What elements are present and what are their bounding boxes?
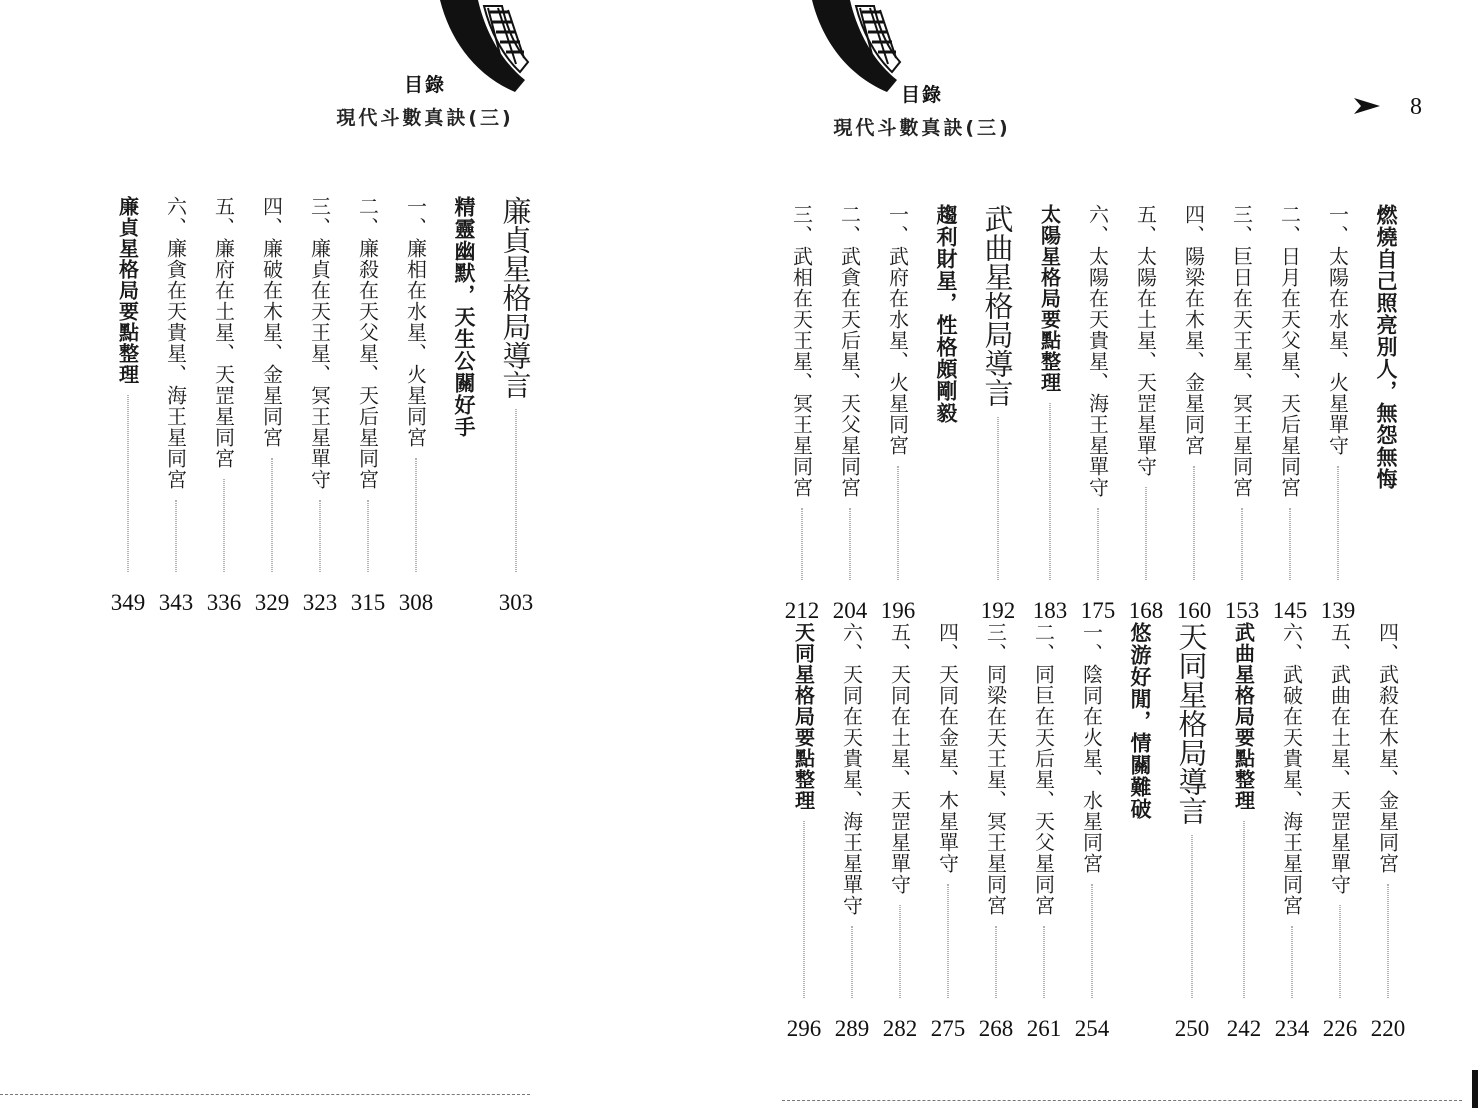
dot-leader [1338, 466, 1339, 580]
right-page [742, 0, 1484, 1108]
dot-leader [368, 500, 369, 572]
toc-entry-item [778, 204, 826, 624]
toc-page-number: 329 [254, 590, 290, 615]
dot-leader [1092, 884, 1093, 998]
toc-entry-title: 二、日月在天父星、天后星同宮 [1277, 204, 1302, 498]
page-number: 8 [1410, 94, 1422, 120]
toc-entry-section [1362, 204, 1410, 624]
toc-entry-item [1266, 204, 1314, 624]
toc-page-number: 250 [1174, 1016, 1210, 1041]
header-label: 目錄 [403, 74, 446, 96]
toc-page-number: 204 [832, 598, 868, 623]
toc-entry-item [200, 196, 248, 616]
toc-entry-title: 六、天同在天貴星、海王星單守 [839, 622, 864, 916]
dot-leader [176, 500, 177, 572]
toc-entry-item [1068, 622, 1116, 1042]
toc-entry-item [874, 204, 922, 624]
toc-entry-item [1074, 204, 1122, 624]
toc-page-number: 192 [980, 598, 1016, 623]
toc-entry-title: 六、太陽在天貴星、海王星單守 [1085, 204, 1110, 498]
toc-entry-section [922, 204, 970, 624]
dot-leader [1194, 466, 1195, 580]
toc-entry-title: 武曲星格局要點整理 [1231, 622, 1256, 811]
toc-page-number: 183 [1032, 598, 1068, 623]
header-title: 現代斗數真訣(三) [833, 117, 1011, 139]
toc-page-number: 139 [1320, 598, 1356, 623]
toc-entry-item [152, 196, 200, 616]
toc-entry-title: 二、廉殺在天父星、天后星同宮 [355, 196, 380, 490]
toc-page-number: 261 [1026, 1016, 1062, 1041]
toc-entry-summary [780, 622, 828, 1042]
toc-entry-item [296, 196, 344, 616]
toc-entry-title: 武曲星格局導言 [980, 204, 1015, 407]
toc-page-number: 168 [1128, 598, 1164, 623]
toc-entry-item [1218, 204, 1266, 624]
dot-leader [1244, 821, 1245, 998]
dot-leader [1146, 487, 1147, 580]
arrow-right-icon [1354, 98, 1380, 114]
toc-page-number: 220 [1370, 1016, 1406, 1041]
toc-entry-title: 五、天同在土星、天罡星單守 [887, 622, 912, 895]
toc-page-number: 315 [350, 590, 386, 615]
dot-leader [272, 458, 273, 572]
toc-entry-chapter [488, 196, 544, 616]
dot-leader [996, 926, 997, 998]
toc-page-number: 289 [834, 1016, 870, 1041]
toc-page-number: 282 [882, 1016, 918, 1041]
toc-entry-item [344, 196, 392, 616]
dot-leader [1292, 926, 1293, 998]
toc-page-number: 145 [1272, 598, 1308, 623]
dot-leader [1098, 508, 1099, 580]
toc-entry-title: 廉貞星格局導言 [498, 196, 533, 399]
toc-entry-title: 天同星格局要點整理 [791, 622, 816, 811]
toc-page-number: 343 [158, 590, 194, 615]
toc-column-left [104, 196, 544, 616]
toc-entry-title: 四、武殺在木星、金星同宮 [1375, 622, 1400, 874]
toc-entry-item [972, 622, 1020, 1042]
toc-entry-summary [1026, 204, 1074, 624]
scan-line [0, 1094, 530, 1095]
header-title: 現代斗數真訣(三) [336, 107, 514, 129]
toc-entry-title: 五、武曲在土星、天罡星單守 [1327, 622, 1352, 895]
toc-entry-title: 三、同梁在天王星、冥王星同宮 [983, 622, 1008, 916]
toc-column-lower [780, 622, 1412, 1042]
toc-entry-chapter [1164, 622, 1220, 1042]
toc-entry-item [1364, 622, 1412, 1042]
toc-entry-title: 四、天同在金星、木星單守 [935, 622, 960, 874]
toc-entry-title: 五、廉府在土星、天罡星同宮 [211, 196, 236, 469]
dot-leader [900, 905, 901, 998]
page-header [792, 80, 1052, 140]
dot-leader [898, 466, 899, 580]
toc-entry-title: 一、太陽在水星、火星單守 [1325, 204, 1350, 456]
dot-leader [516, 409, 517, 572]
toc-entry-chapter [970, 204, 1026, 624]
toc-entry-section [1116, 622, 1164, 1042]
toc-entry-title: 悠游好閒，情關難破 [1128, 622, 1152, 820]
scan-line [782, 1100, 1462, 1101]
toc-entry-title: 四、廉破在木星、金星同宮 [259, 196, 284, 448]
dot-leader [850, 508, 851, 580]
toc-entry-item [826, 204, 874, 624]
toc-page-number: 349 [110, 590, 146, 615]
toc-entry-title: 一、廉相在水星、火星同宮 [403, 196, 428, 448]
toc-entry-title: 六、武破在天貴星、海王星同宮 [1279, 622, 1304, 916]
dot-leader [804, 821, 805, 998]
toc-entry-title: 三、武相在天王星、冥王星同宮 [789, 204, 814, 498]
dot-leader [948, 884, 949, 998]
toc-entry-item [828, 622, 876, 1042]
toc-entry-title: 一、武府在水星、火星同宮 [885, 204, 910, 456]
toc-page-number: 196 [880, 598, 916, 623]
toc-entry-item [1170, 204, 1218, 624]
dot-leader [1242, 508, 1243, 580]
toc-entry-item [1122, 204, 1170, 624]
toc-entry-item [924, 622, 972, 1042]
header-label: 目錄 [900, 84, 943, 106]
toc-entry-title: 廉貞星格局要點整理 [115, 196, 140, 385]
toc-entry-item [1268, 622, 1316, 1042]
toc-entry-title: 三、巨日在天王星、冥王星同宮 [1229, 204, 1254, 498]
toc-entry-item [1020, 622, 1068, 1042]
toc-column-upper [778, 204, 1410, 624]
toc-entry-title: 燃燒自己照亮別人，無怨無悔 [1374, 204, 1398, 490]
dot-leader [802, 508, 803, 580]
toc-entry-item [248, 196, 296, 616]
toc-page-number: 175 [1080, 598, 1116, 623]
toc-page-number: 212 [784, 598, 820, 623]
dot-leader [128, 395, 129, 572]
toc-entry-title: 五、太陽在土星、天罡星單守 [1133, 204, 1158, 477]
toc-entry-summary [1220, 622, 1268, 1042]
toc-page-number: 303 [498, 590, 534, 615]
toc-entry-item [1316, 622, 1364, 1042]
toc-entry-section [440, 196, 488, 616]
dot-leader [1044, 926, 1045, 998]
toc-page-number: 268 [978, 1016, 1014, 1041]
page-header [300, 70, 550, 130]
dot-leader [320, 500, 321, 572]
dot-leader [1050, 403, 1051, 580]
toc-entry-item [392, 196, 440, 616]
toc-page-number: 226 [1322, 1016, 1358, 1041]
toc-page-number: 308 [398, 590, 434, 615]
toc-page-number: 153 [1224, 598, 1260, 623]
dot-leader [1290, 508, 1291, 580]
toc-entry-title: 四、陽梁在木星、金星同宮 [1181, 204, 1206, 456]
toc-entry-title: 趨利財星，性格頗剛毅 [934, 204, 958, 424]
dot-leader [224, 479, 225, 572]
toc-entry-title: 二、武貪在天后星、天父星同宮 [837, 204, 862, 498]
toc-page-number: 242 [1226, 1016, 1262, 1041]
dot-leader [1340, 905, 1341, 998]
toc-entry-title: 二、同巨在天后星、天父星同宮 [1031, 622, 1056, 916]
toc-entry-title: 精靈幽默，天生公關好手 [452, 196, 476, 438]
toc-entry-summary [104, 196, 152, 616]
toc-entry-title: 太陽星格局要點整理 [1037, 204, 1062, 393]
toc-page-number: 234 [1274, 1016, 1310, 1041]
toc-entry-item [876, 622, 924, 1042]
page-edge-mark [1472, 1070, 1478, 1108]
toc-page-number: 254 [1074, 1016, 1110, 1041]
toc-page-number: 296 [786, 1016, 822, 1041]
dot-leader [852, 926, 853, 998]
toc-page-number: 275 [930, 1016, 966, 1041]
toc-entry-title: 六、廉貪在天貴星、海王星同宮 [163, 196, 188, 490]
dot-leader [1192, 835, 1193, 998]
dot-leader [1388, 884, 1389, 998]
toc-entry-title: 一、陰同在火星、水星同宮 [1079, 622, 1104, 874]
toc-entry-item [1314, 204, 1362, 624]
toc-page-number: 160 [1176, 598, 1212, 623]
toc-entry-title: 天同星格局導言 [1174, 622, 1209, 825]
toc-page-number: 336 [206, 590, 242, 615]
dot-leader [998, 417, 999, 580]
dot-leader [416, 458, 417, 572]
toc-entry-title: 三、廉貞在天王星、冥王星單守 [307, 196, 332, 490]
toc-page-number: 323 [302, 590, 338, 615]
